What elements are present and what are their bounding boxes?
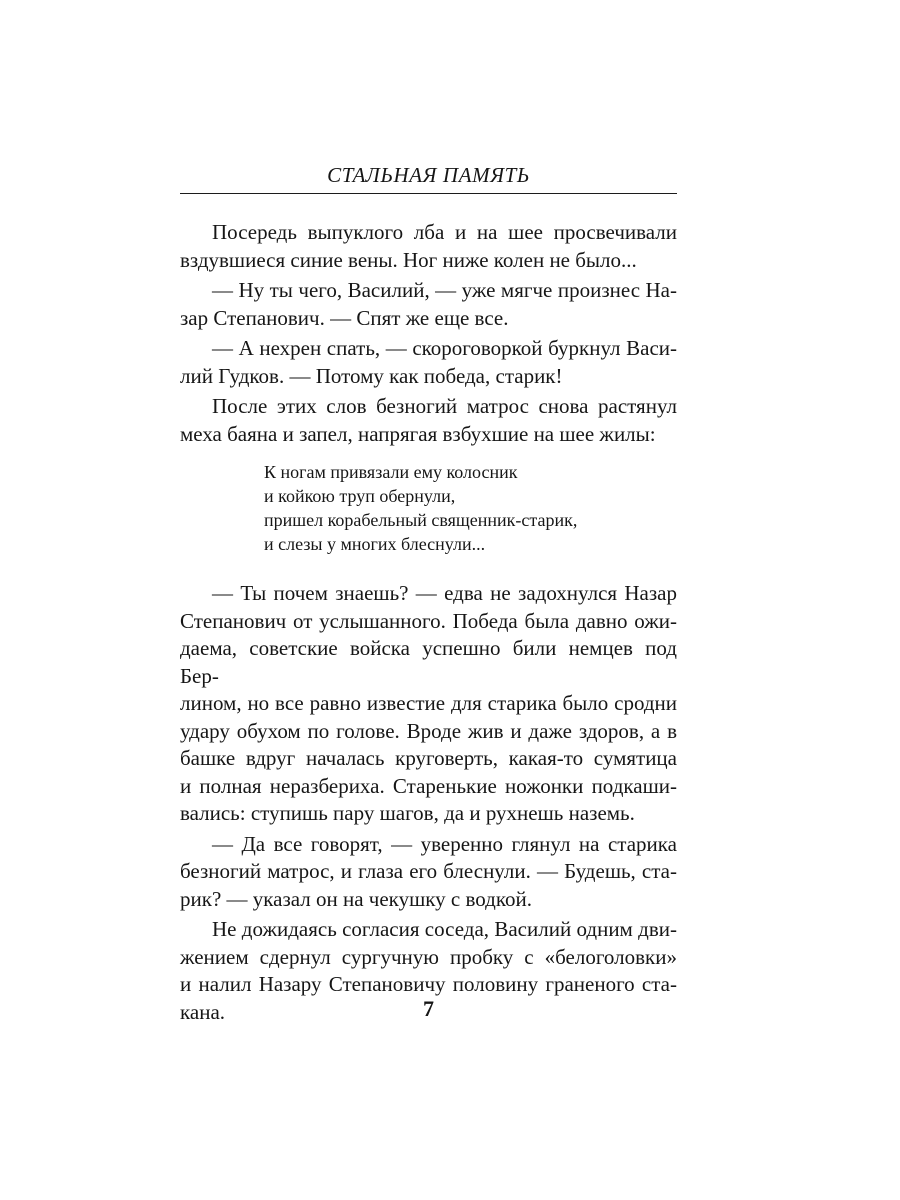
- text-line: лином, но все равно известие для старика было сродни: [180, 691, 677, 715]
- paragraph: [180, 219, 677, 274]
- text-line: Не дожидаясь согласия соседа, Василий одним дви-: [212, 917, 677, 941]
- text-line: лий Гудков. — Потому как победа, старик!: [180, 363, 563, 388]
- text-line: — А нехрен спать, — скороговоркой буркнул Васи-: [212, 336, 677, 360]
- body-text: [180, 219, 677, 1029]
- text-line: зар Степанович. — Спят же еще все.: [180, 305, 509, 330]
- text-line: башке вдруг началась круговерть, какая-то сумятица: [180, 746, 677, 770]
- paragraph: [180, 831, 677, 914]
- text-line: вздувшиеся синие вены. Ног ниже колен не было...: [180, 247, 637, 272]
- poem-block: [264, 460, 677, 556]
- paragraph-group-2: [180, 580, 677, 1026]
- running-header: СТАЛЬНАЯ ПАМЯТЬ: [327, 163, 530, 187]
- paragraph: [180, 277, 677, 332]
- text-line: кана.: [180, 999, 226, 1024]
- paragraph: [180, 335, 677, 390]
- text-line: После этих слов безногий матрос снова растянул: [212, 394, 677, 418]
- paragraph: [180, 393, 677, 448]
- text-line: безногий матрос, и глаза его блеснули. — Будешь, ста-: [180, 859, 677, 883]
- poem-line: и койкою труп обернули,: [264, 486, 456, 506]
- text-line: рик? — указал он на чекушку с водкой.: [180, 886, 532, 911]
- text-line: и налил Назару Степановичу половину граненого ста-: [180, 972, 677, 996]
- poem-line: пришел корабельный священник-старик,: [264, 510, 578, 530]
- page-number: 7: [423, 996, 434, 1021]
- text-line: меха баяна и запел, напрягая взбухшие на шее жилы:: [180, 421, 656, 446]
- text-line: — Ну ты чего, Василий, — уже мягче произнес На-: [212, 278, 677, 302]
- text-line: Посередь выпуклого лба и на шее просвечивали: [212, 220, 677, 244]
- text-line: даема, советские войска успешно били немцев под Бер-: [180, 636, 677, 688]
- poem-line: и слезы у многих блеснули...: [264, 534, 486, 554]
- text-line: Степанович от услышанного. Победа была давно ожи-: [180, 608, 677, 633]
- text-line: и полная неразбериха. Старенькие ножонки подкаши-: [180, 773, 677, 798]
- text-line: удару обухом по голове. Вроде жив и даже здоров, а в: [180, 718, 677, 743]
- header-rule: [180, 193, 677, 194]
- paragraph-group-1: [180, 219, 677, 448]
- text-line: жением сдернул сургучную пробку с «белоголовки»: [180, 944, 677, 969]
- text-line: вались: ступишь пару шагов, да и рухнешь наземь.: [180, 801, 635, 825]
- poem-line: К ногам привязали ему колосник: [264, 462, 518, 482]
- text-line: — Да все говорят, — уверенно глянул на старика: [212, 831, 677, 856]
- paragraph: [180, 580, 677, 828]
- text-line: — Ты почем знаешь? — едва не задохнулся Назар: [212, 581, 677, 605]
